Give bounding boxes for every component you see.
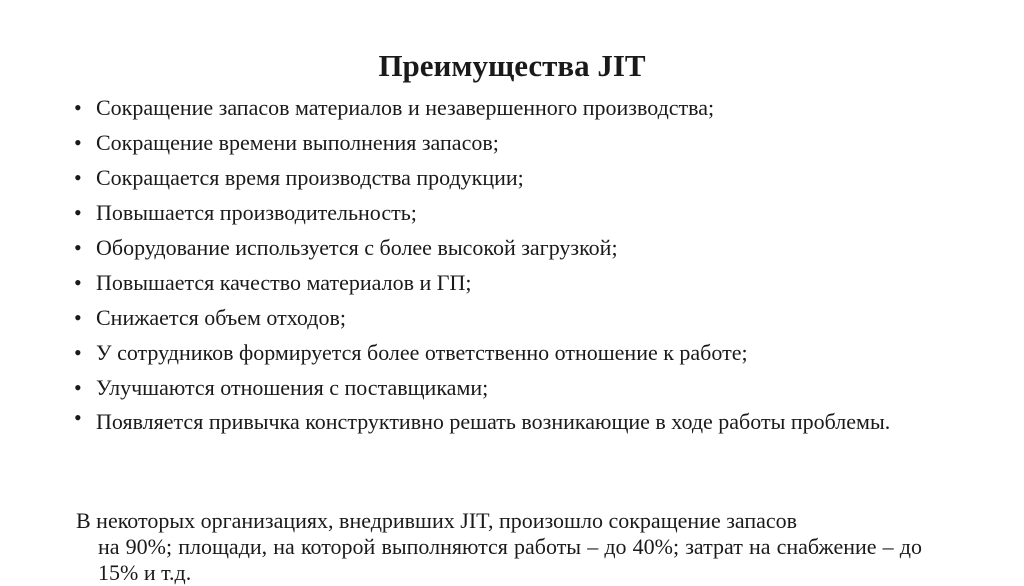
summary-paragraph-continuation: на 90%; площади, на которой выполняются работы – до 40%; затрат на снабжение – до 15% и т.д.: [98, 534, 922, 585]
bullet-icon: •: [74, 95, 82, 120]
list-item-text: Сокращение времени выполнения запасов;: [96, 130, 499, 155]
list-item: [74, 370, 922, 405]
list-item-text: У сотрудников формируется более ответственно отношение к работе;: [96, 340, 748, 365]
bullet-icon: •: [74, 340, 82, 365]
list-item-text: Повышается производительность;: [96, 200, 417, 225]
list-item-text: Повышается качество материалов и ГП;: [96, 270, 472, 295]
list-item: [74, 300, 922, 335]
list-item: [74, 335, 922, 370]
bullet-icon: •: [74, 375, 82, 400]
list-item-text: Сокращается время производства продукции;: [96, 165, 524, 190]
list-item-text: Снижается объем отходов;: [96, 305, 346, 330]
list-item-text: Оборудование используется с более высокой загрузкой;: [96, 235, 618, 260]
slide-title: Преимущества JIT: [378, 48, 646, 83]
list-item: [74, 160, 922, 195]
list-item: [74, 265, 922, 300]
bullet-icon: •: [74, 235, 82, 260]
list-item: [74, 125, 922, 160]
bullet-icon: •: [74, 165, 82, 190]
summary-paragraph-first-line: В некоторых организациях, внедривших JIT, произошло сокращение запасов: [76, 508, 798, 533]
bullet-icon: •: [74, 305, 82, 330]
list-item-text: Появляется привычка конструктивно решать возникающие в ходе работы проблемы.: [96, 409, 891, 434]
list-item-text: Улучшаются отношения с поставщиками;: [96, 375, 489, 400]
list-item: [74, 90, 922, 125]
list-item-text: Сокращение запасов материалов и незавершенного производства;: [96, 95, 715, 120]
bullet-icon: •: [74, 200, 82, 225]
advantages-list: [74, 90, 922, 435]
list-item: [74, 195, 922, 230]
list-item: [74, 230, 922, 265]
summary-paragraph: [76, 508, 922, 586]
list-item: [74, 405, 922, 435]
bullet-icon: •: [74, 405, 82, 430]
bullet-icon: •: [74, 270, 82, 295]
bullet-icon: •: [74, 130, 82, 155]
